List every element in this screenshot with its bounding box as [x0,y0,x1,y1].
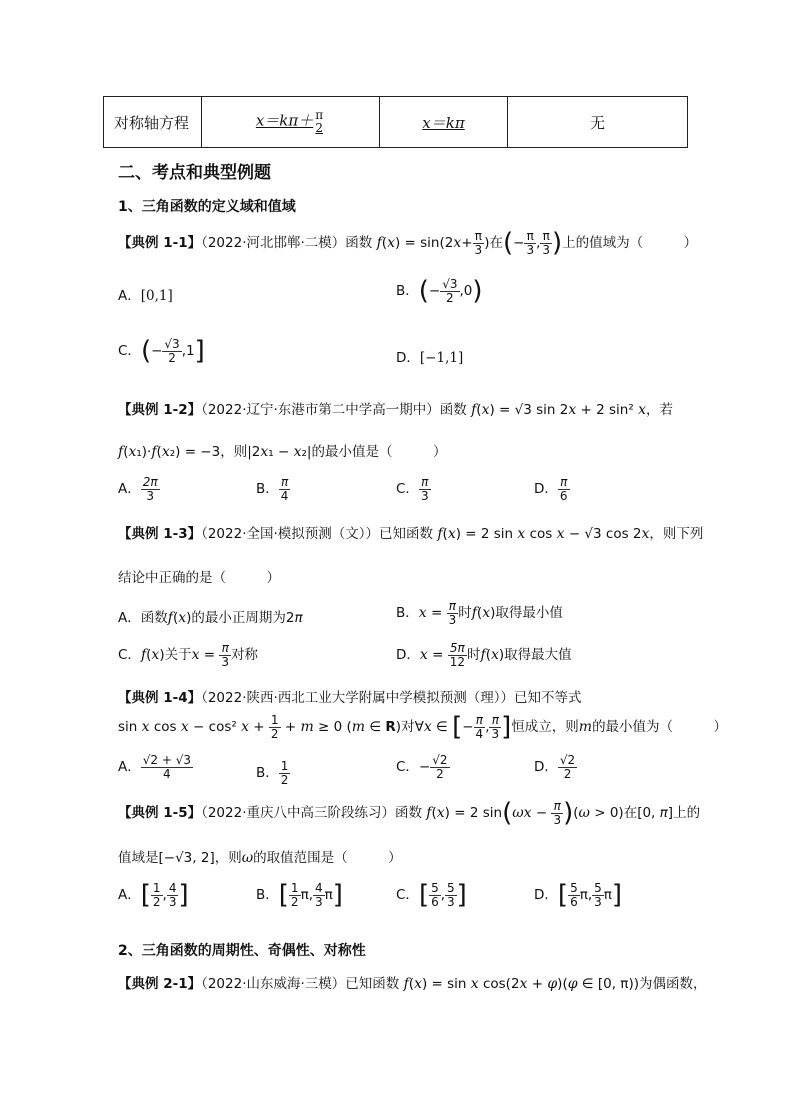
option-letter: D． [396,647,420,664]
option-letter: B． [256,481,279,498]
text: 取得最小值 [495,605,563,622]
option-d [396,346,463,366]
option-letter: A． [118,288,141,304]
option-d: D．x = $\frac{5\pi}{12}$ 时f(x)取得最大值 [396,641,572,669]
option-letter: D． [534,887,558,904]
option-d: D．[ $\frac{5}{6}$ π, $\frac{5}{3}$ π] [534,880,623,911]
example-label: 【典例 2-1】 [118,976,202,992]
option-letter: C． [396,759,419,776]
option-a: A．[ $\frac{1}{2}$ , $\frac{4}{3}$ ] [118,880,189,911]
option-a: A． $\frac{2\pi}{3}$ [118,475,158,503]
option-letter: B． [396,605,419,622]
option-d: D． $\frac{√2}{2}$ [534,753,576,781]
cell-tan-axis: 无 [508,97,688,148]
example-source: （2022·陕西·西北工业大学附属中学模拟预测（理））已知不等式 [201,690,582,706]
example-1-3-stem: 【典例 1-3】（2022·全国·模拟预测（文））已知函数 f(x) = 2 sin x cos x − √3 cos 2x，则下列 [118,526,704,542]
text: 的最小正周期为 [191,610,286,626]
option-b: B．(− $\frac{√3}{2}$ ,0) [396,276,483,307]
symmetry-axis-table [103,96,688,148]
text: 在 [623,805,638,822]
text: 对 [401,719,415,736]
option-a: A．函数f(x)的最小正周期为2π [118,610,303,626]
text: 在 [489,235,503,252]
example-label: 【典例 1-1】 [118,235,202,252]
option-c: C．− $\frac{√2}{2}$ [396,753,448,781]
option-a: A． $\frac{√2 + √3}{4}$ [118,753,191,781]
option-c: C．(− $\frac{√3}{2}$ ,1] [118,336,205,367]
option-letter: A． [118,887,141,904]
example-1-5-line2: 值域是[−√3, 2]，则ω的取值范围是（ ） [118,850,402,866]
option-letter: D． [534,481,558,498]
text: 时 [458,605,472,622]
text: ，则下列 [649,526,704,542]
fraction [313,109,325,134]
option-b: B． $\frac{1}{2}$ [256,759,289,787]
example-source: （2022·全国·模拟预测（文））已知函数 [201,526,434,542]
option-letter: C． [118,343,141,360]
text: 时 [467,647,481,664]
example-source: （2022·辽宁·东港市第二中学高一期中）函数 [201,402,467,418]
fraction-den: 2 [315,121,324,135]
example-1-2-line2: f(x₁)·f(x₂) = −3，则|2x₁ − x₂|的最小值是（ ） [118,444,447,460]
table-row [104,97,688,148]
example-label: 【典例 1-4】 [118,690,202,706]
option-c: C．f(x)关于x = $\frac{\pi}{3}$ 对称 [118,641,259,669]
text: 对称 [231,647,259,664]
cell-sin-axis [380,97,508,148]
option-letter: C． [396,887,419,904]
option-letter: C． [396,481,419,498]
option-value: [0,1] [140,288,173,304]
option-b: B． $\frac{\pi}{4}$ [256,475,289,503]
option-letter: B． [256,887,279,904]
example-1-1-stem: 【典例 1-1】（2022·河北邯郸·二模）函数 f(x) = sin(2x+ $\frac{\pi}{3}$ )在(− $\frac{\pi}{3}$ , $\frac{\pi}{3}$ )上的值域为（ ） [118,228,698,259]
example-source: （2022·山东威海·三模）已知函数 [201,976,400,992]
option-letter: D． [396,350,420,366]
option-letter: D． [534,759,558,776]
example-1-3-line2: 结论中正确的是（ ） [118,570,280,586]
text: 恒成立，则 [511,719,579,736]
option-letter: A． [118,759,141,776]
option-a [118,284,173,304]
example-1-5-stem: 【典例 1-5】（2022·重庆八中高三阶段练习）函数 f(x) = 2 sin(ωx − $\frac{\pi}{3}$ )(ω > 0)在[0, π]上的 [118,798,701,829]
cell-text: x＝kπ＋ [255,112,314,130]
example-label: 【典例 1-5】 [118,805,202,822]
text: 的最小值为（ ） [592,719,728,736]
option-d: D． $\frac{\pi}{6}$ [534,475,568,503]
example-1-2-stem: 【典例 1-2】（2022·辽宁·东港市第二中学高一期中）函数 f(x) = √3 sin 2x + 2 sin² x，若 [118,402,673,418]
text: 的取值范围是（ ） [253,850,402,866]
option-c: C．[ $\frac{5}{6}$ , $\frac{5}{3}$ ] [396,880,467,911]
text: 取得最大值 [504,647,572,664]
topic-title-1: 1、三角函数的定义域和值域 [118,199,296,215]
option-b: B．[ $\frac{1}{2}$ π, $\frac{4}{3}$ π] [256,880,343,911]
row-label: 对称轴方程 [104,97,202,148]
text: 上的值域为（ ） [562,235,698,252]
option-text: A．函数 [118,610,168,626]
example-label: 【典例 1-2】 [118,402,202,418]
text: ，则 [220,444,248,460]
example-source: （2022·河北邯郸·二模）函数 [201,235,373,252]
text: 值域是 [118,850,159,866]
example-1-4-stem [118,686,582,706]
option-letter: B． [396,283,419,300]
text: 关于 [164,647,192,664]
topic-title-2: 2、三角函数的周期性、奇偶性、对称性 [118,943,366,959]
example-source: （2022·重庆八中高三阶段练习）函数 [201,805,422,822]
example-label: 【典例 1-3】 [118,526,202,542]
cell-text: x＝kπ [422,113,465,132]
text: ，则 [214,850,242,866]
section-title: 二、考点和典型例题 [118,163,271,183]
text: 的最小值是（ ） [311,444,447,460]
text: 上的 [673,805,701,822]
option-value: [−1,1] [419,350,464,366]
example-2-1-stem: 【典例 2-1】（2022·山东威海·三模）已知函数 f(x) = sin x cos(2x + φ)(φ ∈ [0, π))为偶函数， [118,976,707,992]
example-1-4-line2: sin x cos x − cos² x + $\frac{1}{2}$ + m ≥ 0 (m ∈ R)对∀x ∈ [− $\frac{\pi}{4}$ , $\frac{\pi}{3}$ ]恒成立，则m的最小值为（ ） [118,712,728,743]
option-letter: B． [256,765,279,782]
option-c: C． $\frac{\pi}{3}$ [396,475,429,503]
cell-cos-axis [202,97,380,148]
option-letter: A． [118,481,141,498]
text: 为偶函数， [638,976,707,992]
option-b: B．x = $\frac{\pi}{3}$ 时f(x)取得最小值 [396,599,563,627]
fraction-num: π [315,108,324,123]
text: ，若 [645,402,673,418]
option-letter: C． [118,647,141,664]
